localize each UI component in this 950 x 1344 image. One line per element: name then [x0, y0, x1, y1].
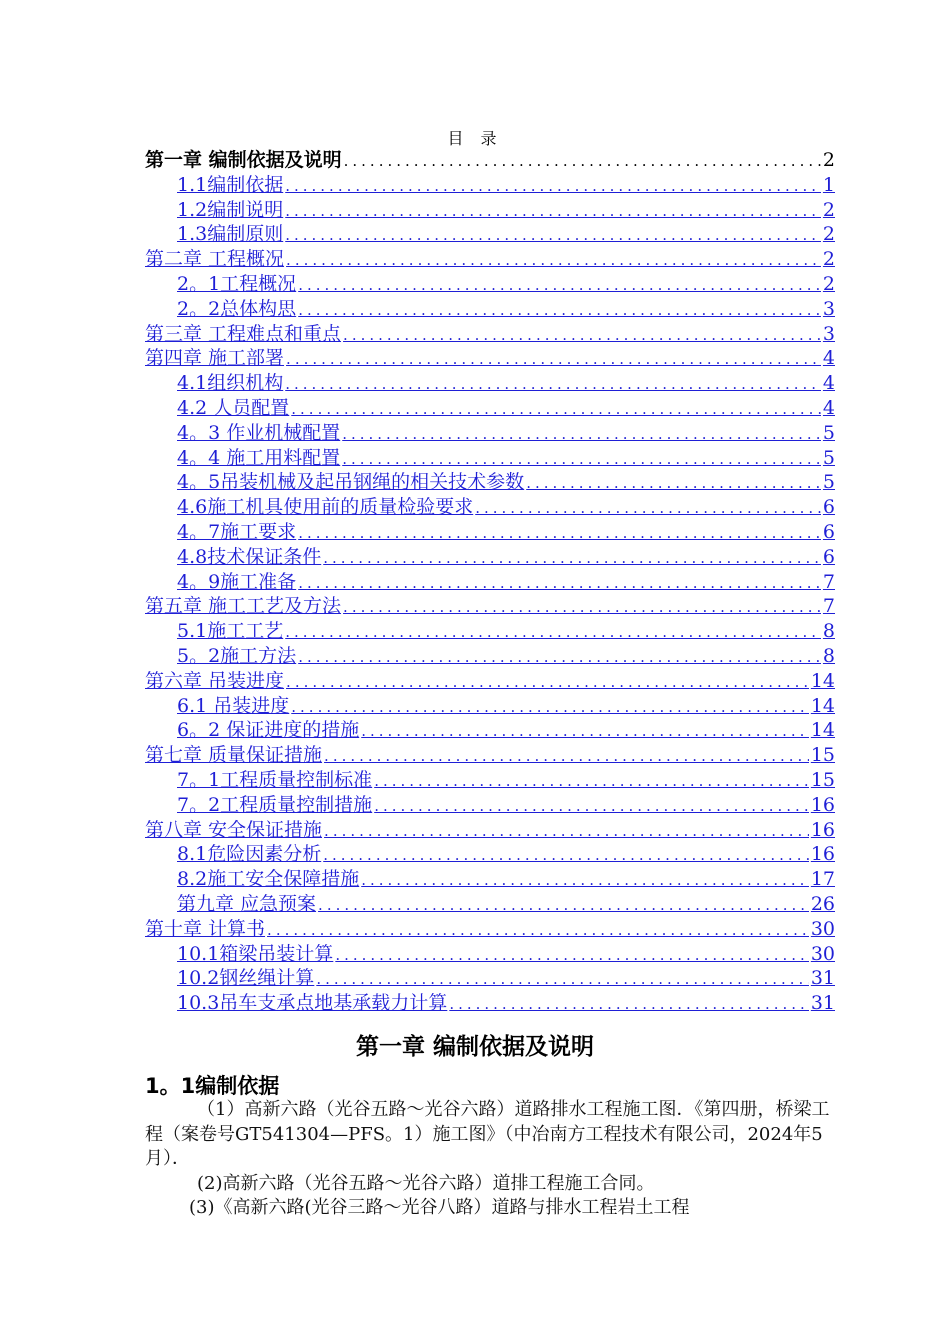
chapter-heading: 第一章 编制依据及说明 [355, 1034, 594, 1060]
toc-dot-leader [475, 496, 821, 521]
toc-dot-leader [374, 794, 809, 819]
toc-entry[interactable] [145, 942, 835, 967]
toc-dot-leader [324, 819, 809, 844]
toc-entry[interactable] [145, 272, 835, 297]
toc-entry-page: 26 [810, 892, 835, 915]
toc-entry-page: 6 [822, 520, 835, 543]
toc-entry-page: 3 [822, 322, 835, 345]
toc-entry[interactable] [145, 247, 835, 272]
toc-entry[interactable] [145, 520, 835, 545]
toc-entry[interactable] [145, 718, 835, 743]
toc-entry-page: 15 [810, 744, 835, 767]
toc-dot-leader [342, 422, 821, 447]
toc-dot-leader [298, 521, 821, 546]
toc-entry[interactable] [145, 396, 835, 421]
toc-dot-leader [374, 769, 809, 794]
toc-entry-label: 4。4 施工用料配置 [177, 446, 341, 469]
toc-entry-label: 5。2施工方法 [177, 644, 297, 667]
toc-entry[interactable] [145, 198, 835, 223]
toc-dot-leader [286, 347, 821, 372]
toc-dot-leader [286, 670, 809, 695]
toc-dot-leader [285, 372, 821, 397]
toc-entry-page: 3 [822, 297, 835, 320]
toc-entry-label: 4.8技术保证条件 [177, 545, 322, 568]
toc-entry[interactable] [145, 322, 835, 347]
toc-entry-label: 8.1危险因素分析 [177, 843, 322, 866]
toc-entry-label: 1.1编制依据 [177, 173, 284, 196]
toc-entry-label: 10.1箱梁吊装计算 [177, 942, 334, 965]
toc-entry-page: 4 [822, 372, 835, 395]
toc-entry[interactable] [145, 545, 835, 570]
toc-entry-page: 2 [822, 198, 835, 221]
toc-entry[interactable] [145, 793, 835, 818]
toc-entry-label: 第一章 编制依据及说明 [145, 149, 342, 171]
toc-dot-leader [285, 174, 821, 199]
toc-entry-page: 7 [822, 570, 835, 593]
toc-entry-page: 7 [822, 595, 835, 618]
toc-dot-leader [298, 645, 821, 670]
toc-entry-page: 31 [810, 967, 835, 990]
toc-entry-page: 14 [810, 719, 835, 742]
toc-entry-page: 8 [822, 644, 835, 667]
toc-entry [145, 148, 835, 173]
toc-title: 目 录 [447, 129, 503, 148]
toc-dot-leader [343, 595, 821, 620]
toc-entry[interactable] [145, 743, 835, 768]
toc-entry[interactable] [145, 669, 835, 694]
toc-entry-label: 第十章 计算书 [145, 917, 266, 940]
toc-entry-page: 6 [822, 545, 835, 568]
toc-dot-leader [298, 571, 821, 596]
toc-entry-page: 16 [810, 793, 835, 816]
toc-entry-page: 8 [822, 620, 835, 643]
toc-dot-leader [291, 695, 809, 720]
toc-entry[interactable] [145, 570, 835, 595]
toc-entry[interactable] [145, 991, 835, 1016]
toc-entry[interactable] [145, 594, 835, 619]
toc-entry-label: 10.3吊车支承点地基承载力计算 [177, 992, 448, 1015]
toc-dot-leader [285, 223, 821, 248]
toc-entry-label: 第四章 施工部署 [145, 347, 285, 370]
toc-entry-page: 17 [810, 868, 835, 891]
toc-entry[interactable] [145, 892, 835, 917]
toc-entry[interactable] [145, 768, 835, 793]
toc-entry-label: 4。9施工准备 [177, 570, 297, 593]
toc-entry-label: 第三章 工程难点和重点 [145, 322, 342, 345]
toc-entry-label: 1.3编制原则 [177, 223, 284, 246]
toc-entry-label: 7。1工程质量控制标准 [177, 768, 373, 791]
toc-dot-leader [285, 620, 821, 645]
toc-entry-label: 4.1组织机构 [177, 372, 284, 395]
toc-entry-label: 8.2施工安全保障措施 [177, 868, 360, 891]
toc-dot-leader [342, 447, 821, 472]
toc-entry-page: 4 [822, 347, 835, 370]
toc-entry[interactable] [145, 966, 835, 991]
section-heading: 1。1编制依据 [145, 1074, 280, 1098]
toc-entry-page: 2 [822, 223, 835, 246]
toc-entry-label: 4.6施工机具使用前的质量检验要求 [177, 496, 474, 519]
toc-entry-label: 6。2 保证进度的措施 [177, 719, 360, 742]
toc-entry-page: 1 [822, 173, 835, 196]
toc-dot-leader [324, 744, 809, 769]
toc-entry-label: 4。7施工要求 [177, 520, 297, 543]
toc-entry[interactable] [145, 222, 835, 247]
toc-entry-label: 第二章 工程概况 [145, 248, 285, 271]
toc-entry-label: 1.2编制说明 [177, 198, 284, 221]
toc-dot-leader [267, 918, 809, 943]
toc-entry[interactable] [145, 619, 835, 644]
toc-entry-page: 15 [810, 768, 835, 791]
toc-dot-leader [343, 323, 821, 348]
toc-entry-page: 5 [822, 446, 835, 469]
toc-entry-page: 30 [810, 942, 835, 965]
table-of-contents [145, 148, 835, 1016]
toc-entry-label: 2。1工程概况 [177, 272, 297, 295]
toc-dot-leader [344, 149, 821, 174]
toc-entry-page: 30 [810, 917, 835, 940]
toc-dot-leader [323, 546, 821, 571]
toc-entry-page: 14 [810, 669, 835, 692]
toc-dot-leader [449, 992, 809, 1017]
toc-entry-label: 4。5吊装机械及起吊钢绳的相关技术参数 [177, 471, 525, 494]
toc-entry-label: 4。3 作业机械配置 [177, 421, 341, 444]
toc-dot-leader [286, 248, 821, 273]
toc-entry-label: 7。2工程质量控制措施 [177, 793, 373, 816]
toc-entry-page: 6 [822, 496, 835, 519]
toc-dot-leader [298, 298, 821, 323]
toc-dot-leader [361, 719, 809, 744]
toc-entry-page: 14 [810, 694, 835, 717]
toc-entry-page: 5 [822, 471, 835, 494]
toc-entry-label: 第八章 安全保证措施 [145, 818, 323, 841]
toc-dot-leader [318, 893, 809, 918]
toc-entry-label: 第九章 应急预案 [177, 892, 317, 915]
toc-entry-label: 第六章 吊装进度 [145, 669, 285, 692]
toc-dot-leader [316, 967, 809, 992]
toc-entry[interactable] [145, 421, 835, 446]
toc-entry[interactable] [145, 173, 835, 198]
toc-entry[interactable] [145, 446, 835, 471]
body-text [145, 1098, 835, 1221]
toc-entry[interactable] [145, 297, 835, 322]
toc-entry-label: 第七章 质量保证措施 [145, 744, 323, 767]
toc-entry[interactable] [145, 470, 835, 495]
toc-entry-page: 16 [810, 843, 835, 866]
paragraph-1: （1）高新六路（光谷五路～光谷六路）道路排水工程施工图．《第四册，桥梁工程（案卷号GT541304—PFS。1）施工图》（中冶南方工程技术有限公司，2024年5月）． [145, 1099, 830, 1169]
toc-entry[interactable] [145, 644, 835, 669]
toc-entry-label: 第五章 施工工艺及方法 [145, 595, 342, 618]
toc-entry-page: 2 [822, 272, 835, 295]
paragraph-2: (2)高新六路（光谷五路～光谷六路）道排工程施工合同。 [197, 1172, 655, 1194]
toc-entry[interactable] [145, 818, 835, 843]
toc-entry[interactable] [145, 694, 835, 719]
paragraph-3: (3)《高新六路(光谷三路～光谷八路）道路与排水工程岩土工程 [189, 1197, 690, 1218]
toc-entry-label: 6.1 吊装进度 [177, 694, 290, 717]
toc-dot-leader [526, 471, 821, 496]
toc-entry-page: 5 [822, 421, 835, 444]
toc-entry-label: 5.1施工工艺 [177, 620, 284, 643]
toc-dot-leader [291, 397, 821, 422]
toc-dot-leader [298, 273, 821, 298]
toc-entry-label: 10.2钢丝绳计算 [177, 967, 315, 990]
toc-entry[interactable] [145, 346, 835, 371]
toc-entry[interactable] [145, 371, 835, 396]
toc-entry-page: 4 [822, 396, 835, 419]
toc-entry-label: 4.2 人员配置 [177, 396, 290, 419]
toc-dot-leader [285, 199, 821, 224]
toc-entry-page: 2 [822, 149, 835, 171]
toc-entry[interactable] [145, 842, 835, 867]
toc-entry-page: 16 [810, 818, 835, 841]
toc-entry[interactable] [145, 495, 835, 520]
toc-entry[interactable] [145, 867, 835, 892]
toc-entry-page: 2 [822, 248, 835, 271]
toc-dot-leader [323, 843, 809, 868]
toc-entry-label: 2。2总体构思 [177, 297, 297, 320]
toc-entry-page: 31 [810, 992, 835, 1015]
toc-entry[interactable] [145, 917, 835, 942]
toc-dot-leader [361, 868, 809, 893]
toc-dot-leader [335, 943, 809, 968]
